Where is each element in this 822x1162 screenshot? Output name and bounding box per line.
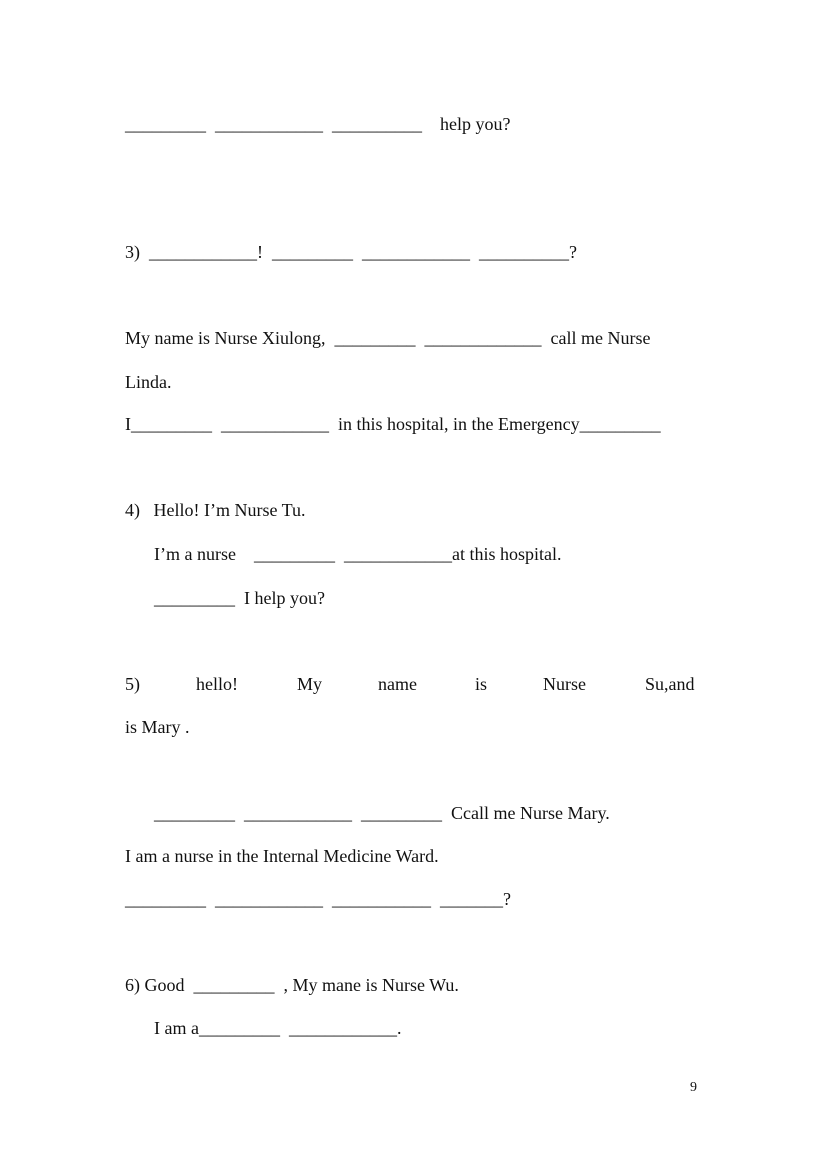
page-number: 9	[690, 1080, 697, 1095]
question-5-word: Su,and	[645, 674, 695, 694]
question-5-word: 5)	[125, 674, 140, 694]
text-line: Linda.	[125, 372, 172, 392]
text-line: I’m a nurse _________ ____________at this hospital.	[154, 544, 562, 564]
question-3-line: 3) ____________! _________ ____________ __________?	[125, 242, 577, 262]
question-5-word: My	[297, 674, 323, 694]
question-5-word: Nurse	[543, 674, 586, 694]
text-line: I_________ ____________ in this hospital, in the Emergency_________	[125, 414, 661, 434]
question-6-line: 6) Good _________ , My mane is Nurse Wu.	[125, 975, 459, 995]
text-line: _________ I help you?	[154, 588, 325, 608]
text-line: I am a_________ ____________.	[154, 1018, 402, 1038]
question-5-word: is	[475, 674, 488, 694]
text-line: My name is Nurse Xiulong, _________ _____________ call me Nurse	[125, 328, 651, 348]
text-line: _________ ____________ _________ Ccall me Nurse Mary.	[154, 803, 610, 823]
text-line: I am a nurse in the Internal Medicine Ward.	[125, 846, 439, 866]
text-line: _________ ____________ __________ help you?	[125, 114, 511, 134]
text-line: is Mary .	[125, 717, 190, 737]
question-4-line: 4) Hello! I’m Nurse Tu.	[125, 500, 306, 520]
question-5-word: name	[378, 674, 417, 694]
question-5-word: hello!	[196, 674, 238, 694]
text-line: _________ ____________ ___________ _______?	[125, 889, 511, 909]
